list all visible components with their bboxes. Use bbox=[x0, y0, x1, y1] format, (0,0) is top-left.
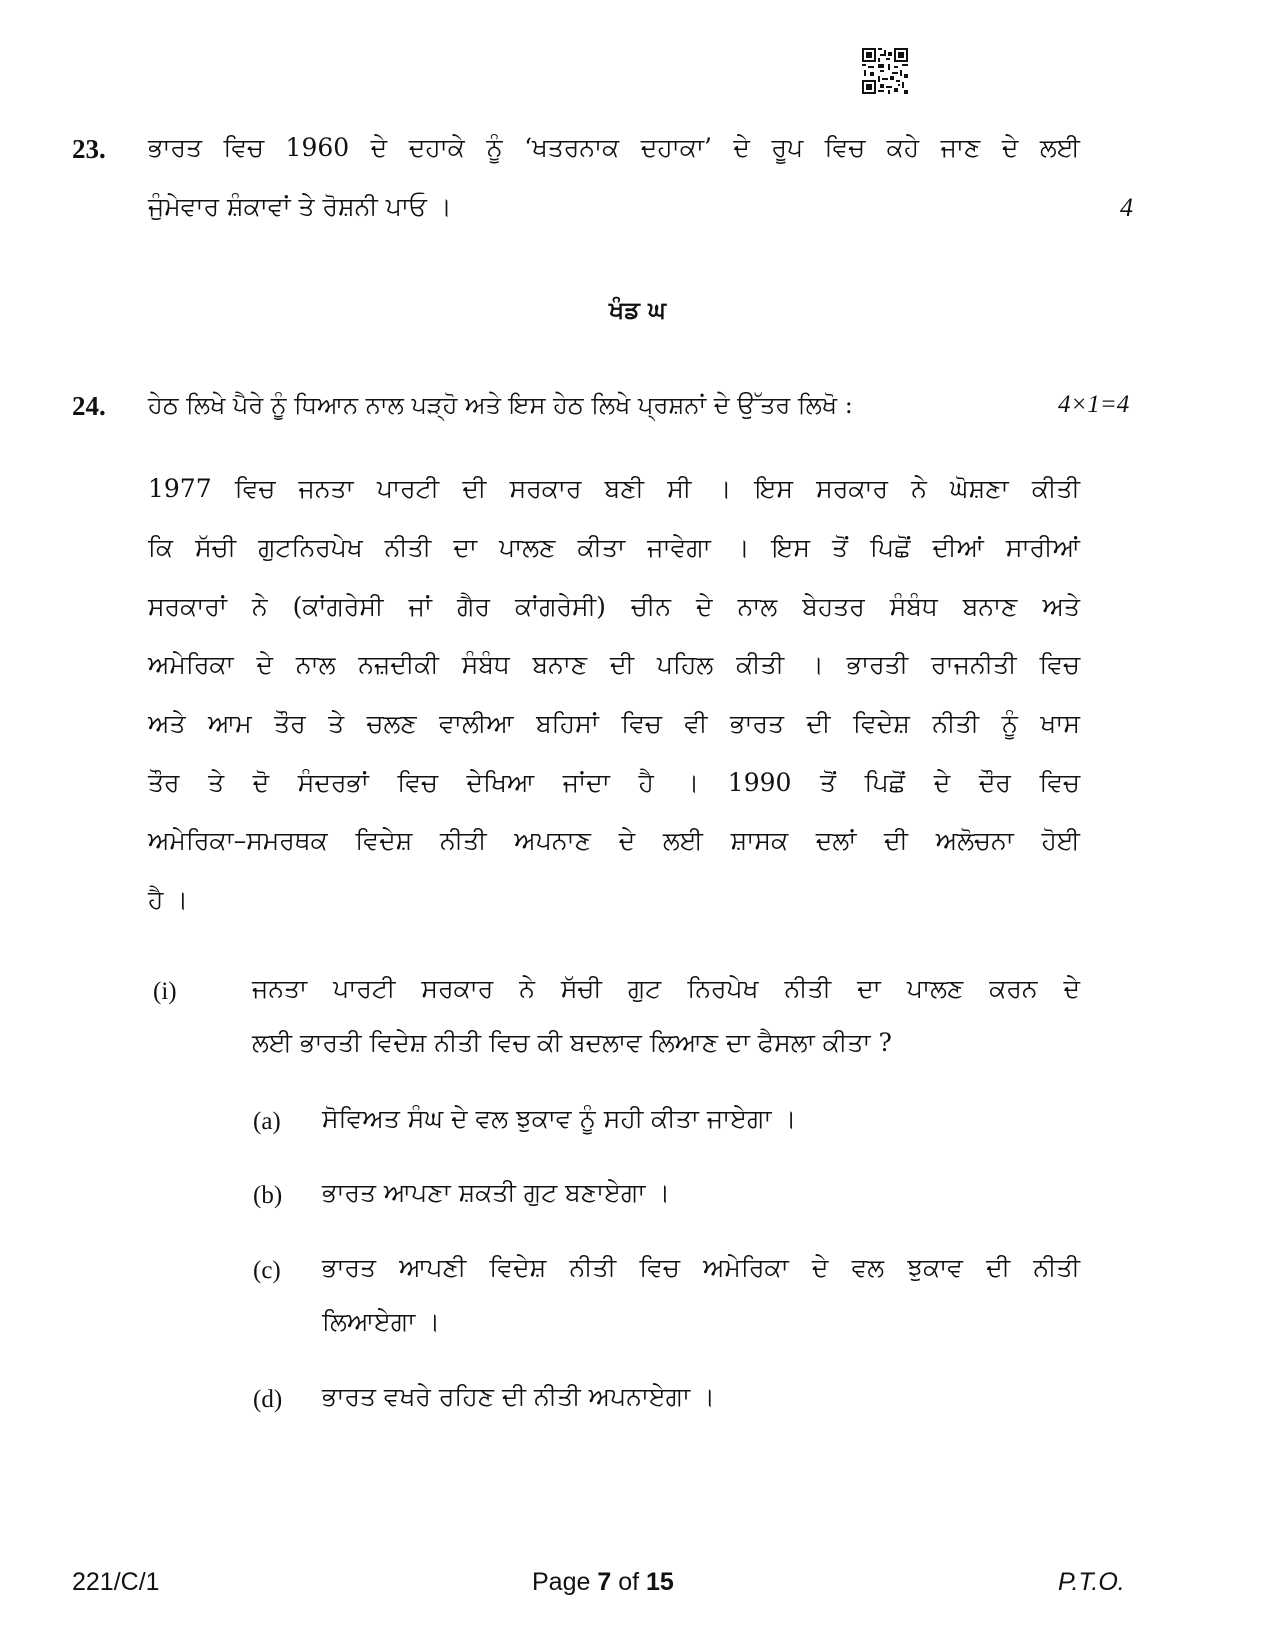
q24-marks: 4×1=4 bbox=[1058, 391, 1130, 418]
paper-code: 221/C/1 bbox=[72, 1568, 160, 1596]
question-number-24: 24. bbox=[72, 391, 106, 421]
passage-line-1: 1977 ਵਿਚ ਜਨਤਾ ਪਾਰਟੀ ਦੀ ਸਰਕਾਰ ਬਣੀ ਸੀ । ਇਸ ਸਰਕਾਰ ਨੇ ਘੋਸ਼ਣਾ ਕੀਤੀ bbox=[148, 474, 1080, 503]
page-number bbox=[532, 1568, 674, 1597]
option-label-a: (a) bbox=[253, 1108, 281, 1135]
q23-marks: 4 bbox=[1120, 193, 1133, 222]
section-title: ਖੰਡ ਘ bbox=[608, 296, 667, 324]
option-d-text: ਭਾਰਤ ਵਖਰੇ ਰਹਿਣ ਦੀ ਨੀਤੀ ਅਪਨਾਏਗਾ । bbox=[322, 1382, 716, 1411]
option-c-text-line-1: ਭਾਰਤ ਆਪਣੀ ਵਿਦੇਸ਼ ਨੀਤੀ ਵਿਚ ਅਮੇਰਿਕਾ ਦੇ ਵਲ ਝੁਕਾਵ ਦੀ ਨੀਤੀ bbox=[322, 1253, 1080, 1282]
question-number-23: 23. bbox=[72, 134, 106, 164]
page-total: 15 bbox=[646, 1568, 674, 1596]
pto-label: P.T.O. bbox=[1058, 1568, 1125, 1596]
subquestion-i-line-1: ਜਨਤਾ ਪਾਰਟੀ ਸਰਕਾਰ ਨੇ ਸੱਚੀ ਗੁਟ ਨਿਰਪੇਖ ਨੀਤੀ ਦਾ ਪਾਲਣ ਕਰਨ ਦੇ bbox=[252, 974, 1080, 1003]
passage-line-7: ਅਮੇਰਿਕਾ–ਸਮਰਥਕ ਵਿਦੇਸ਼ ਨੀਤੀ ਅਪਨਾਣ ਦੇ ਲਈ ਸ਼ਾਸਕ ਦਲਾਂ ਦੀ ਅਲੋਚਨਾ ਹੋਈ bbox=[148, 826, 1080, 855]
q23-line-1: ਭਾਰਤ ਵਿਚ 1960 ਦੇ ਦਹਾਕੇ ਨੂੰ ‘ਖਤਰਨਾਕ ਦਹਾਕਾ’ ਦੇ ਰੂਪ ਵਿਚ ਕਹੇ ਜਾਣ ਦੇ ਲਈ bbox=[148, 133, 1080, 162]
option-c-text-line-2: ਲਿਆਏਗਾ । bbox=[322, 1307, 441, 1336]
qr-code-icon bbox=[862, 48, 908, 94]
page-prefix: Page bbox=[532, 1568, 598, 1596]
option-label-d: (d) bbox=[253, 1386, 283, 1413]
page-current: 7 bbox=[597, 1568, 612, 1596]
option-a-text: ਸੋਵਿਅਤ ਸੰਘ ਦੇ ਵਲ ਝੁਕਾਵ ਨੂੰ ਸਹੀ ਕੀਤਾ ਜਾਏਗਾ । bbox=[322, 1104, 797, 1133]
page-of: of bbox=[611, 1568, 646, 1596]
passage-line-5: ਅਤੇ ਆਮ ਤੌਰ ਤੇ ਚਲਣ ਵਾਲੀਆ ਬਹਿਸਾਂ ਵਿਚ ਵੀ ਭਾਰਤ ਦੀ ਵਿਦੇਸ਼ ਨੀਤੀ ਨੂੰ ਖਾਸ bbox=[148, 709, 1080, 738]
subquestion-i-line-2: ਲਈ ਭਾਰਤੀ ਵਿਦੇਸ਼ ਨੀਤੀ ਵਿਚ ਕੀ ਬਦਲਾਵ ਲਿਆਣ ਦਾ ਫੈਸਲਾ ਕੀਤਾ ? bbox=[252, 1028, 892, 1057]
option-label-c: (c) bbox=[253, 1257, 281, 1284]
passage-line-2: ਕਿ ਸੱਚੀ ਗੁਟਨਿਰਪੇਖ ਨੀਤੀ ਦਾ ਪਾਲਣ ਕੀਤਾ ਜਾਵੇਗਾ । ਇਸ ਤੋਂ ਪਿਛੋਂ ਦੀਆਂ ਸਾਰੀਆਂ bbox=[148, 533, 1080, 562]
passage-line-8: ਹੈ । bbox=[148, 885, 189, 914]
option-b-text: ਭਾਰਤ ਆਪਣਾ ਸ਼ਕਤੀ ਗੁਟ ਬਣਾਏਗਾ । bbox=[322, 1178, 671, 1207]
passage-line-3: ਸਰਕਾਰਾਂ ਨੇ (ਕਾਂਗਰੇਸੀ ਜਾਂ ਗੈਰ ਕਾਂਗਰੇਸੀ) ਚੀਨ ਦੇ ਨਾਲ ਬੇਹਤਰ ਸੰਬੰਧ ਬਨਾਣ ਅਤੇ bbox=[148, 592, 1080, 621]
passage-line-6: ਤੌਰ ਤੇ ਦੋ ਸੰਦਰਭਾਂ ਵਿਚ ਦੇਖਿਆ ਜਾਂਦਾ ਹੈ । 1990 ਤੋਂ ਪਿਛੋਂ ਦੇ ਦੌਰ ਵਿਚ bbox=[148, 768, 1080, 797]
q24-instruction: ਹੇਠ ਲਿਖੇ ਪੈਰੇ ਨੂੰ ਧਿਆਨ ਨਾਲ ਪੜ੍ਹੋ ਅਤੇ ਇਸ ਹੇਠ ਲਿਖੇ ਪ੍ਰਸ਼ਨਾਂ ਦੇ ਉੱਤਰ ਲਿਖੋ : bbox=[148, 391, 853, 419]
passage-line-4: ਅਮੇਰਿਕਾ ਦੇ ਨਾਲ ਨਜ਼ਦੀਕੀ ਸੰਬੰਧ ਬਨਾਣ ਦੀ ਪਹਿਲ ਕੀਤੀ । ਭਾਰਤੀ ਰਾਜਨੀਤੀ ਵਿਚ bbox=[148, 650, 1080, 679]
q23-line-2: ਜੁੰਮੇਵਾਰ ਸ਼ੰਕਾਵਾਂ ਤੇ ਰੋਸ਼ਨੀ ਪਾਓ । bbox=[148, 192, 452, 221]
subquestion-label-i: (i) bbox=[153, 978, 177, 1005]
option-label-b: (b) bbox=[253, 1182, 283, 1209]
